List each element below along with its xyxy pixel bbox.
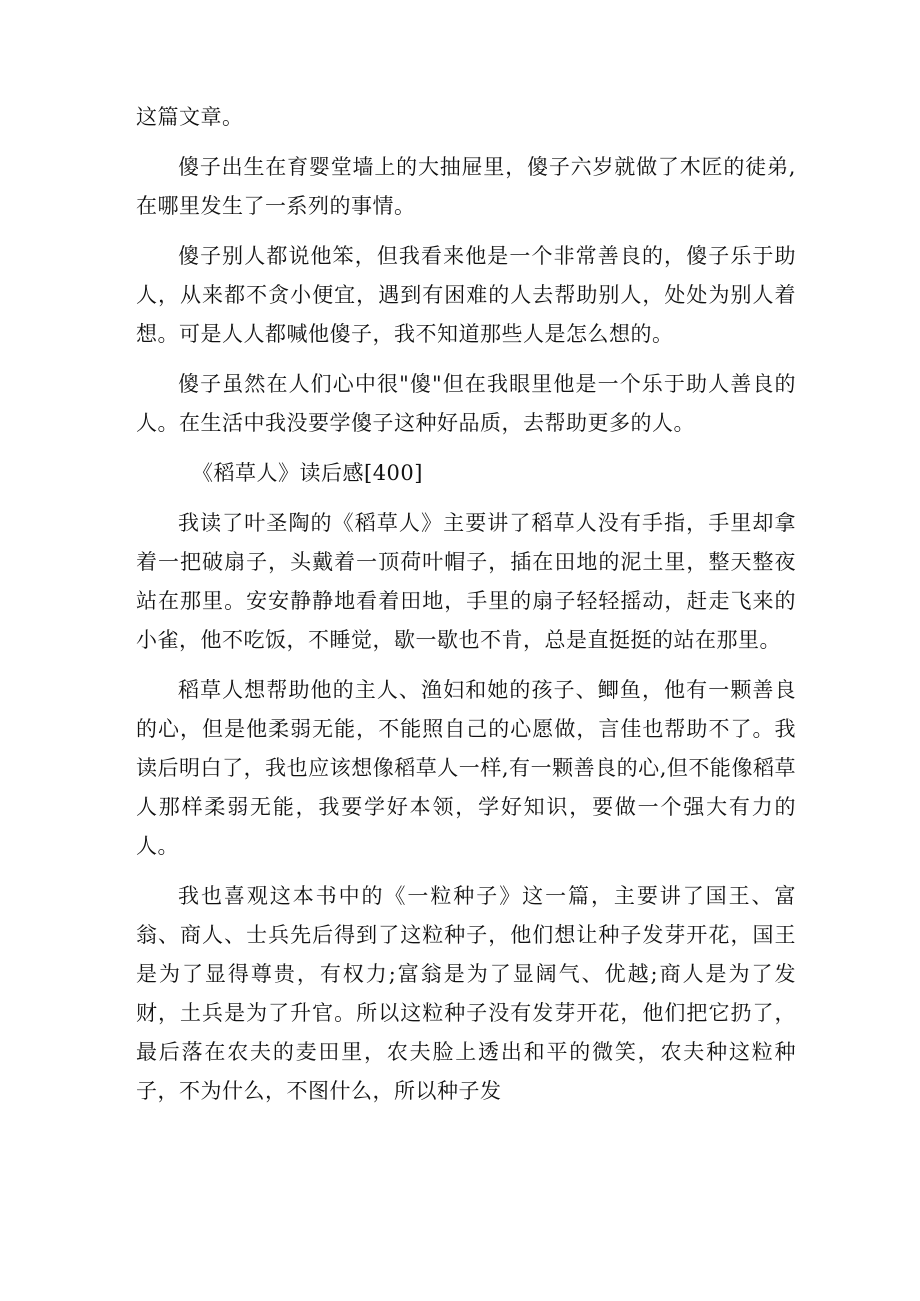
paragraph-5: 我读了叶圣陶的《稻草人》主要讲了稻草人没有手指，手里却拿着一把破扇子，头戴着一顶荷叶帽子，插在田地的泥土里，整天整夜站在那里。安安静静地看着田地，手里的扇子轻轻摇动，赶走飞来的小雀，他不吃饭，不睡觉，歇一歇也不肯，总是直挺挺的站在那里。 (136, 511, 796, 652)
paragraph-7: 我也喜观这本书中的《一粒种子》这一篇，主要讲了国王、富翁、商人、士兵先后得到了这粒种子，他们想让种子发芽开花，国王是为了显得尊贵，有权力;富翁是为了显阔气、优越;商人是为了发财，土兵是为了升官。所以这粒种子没有发芽开花，他们把它扔了，最后落在农夫的麦田里，农夫脸上透出和平的微笑，农夫种这粒种子，不为什么，不图什么，所以种子发 (136, 884, 796, 1103)
section-heading: 《稻草人》读后感[400] (192, 461, 423, 485)
paragraph-3: 傻子别人都说他笨，但我看来他是一个非常善良的，傻子乐于助人，从来都不贪小便宜，遇到有困难的人去帮助别人，处处为别人着想。可是人人都喊他傻子，我不知道那些人是怎么想的。 (136, 244, 796, 346)
paragraph-1: 这篇文章。 (136, 105, 244, 129)
paragraph-4: 傻子虽然在人们心中很"傻"但在我眼里他是一个乐于助人善良的人。在生活中我没要学傻子这种好品质，去帮助更多的人。 (136, 372, 796, 435)
paragraph-2: 傻子出生在育婴堂墙上的大抽屉里，傻子六岁就做了木匠的徒弟,在哪里发生了一系列的事情。 (136, 155, 796, 218)
paragraph-6: 稻草人想帮助他的主人、渔妇和她的孩子、鲫鱼，他有一颗善良的心，但是他柔弱无能，不能照自己的心愿做，言佳也帮助不了。我读后明白了，我也应该想像稻草人一样,有一颗善良的心,但不能像稻草人那样柔弱无能，我要学好本领，学好知识，要做一个强大有力的人。 (136, 678, 796, 858)
document-body (136, 98, 796, 1122)
